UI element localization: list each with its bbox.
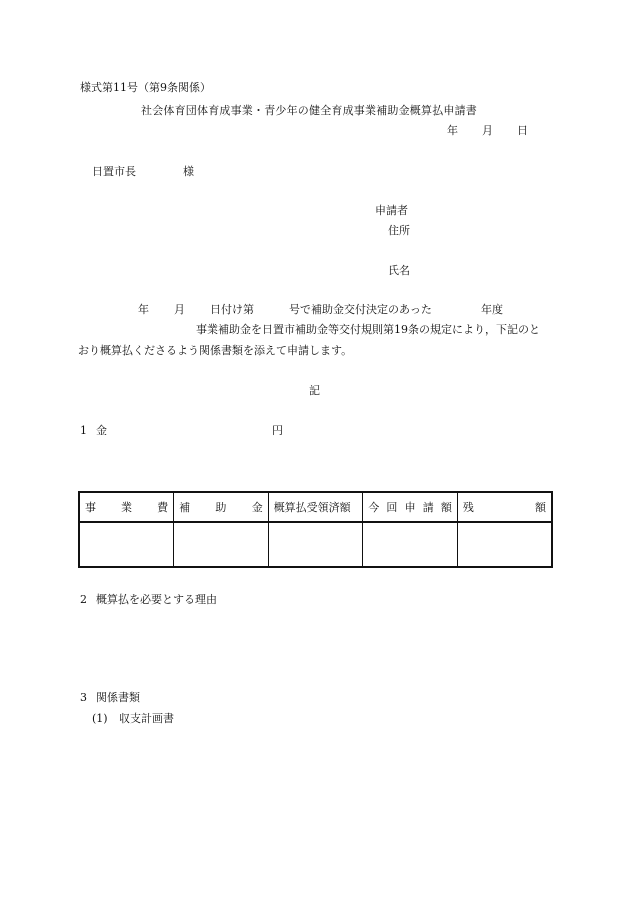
table-cell-received[interactable] bbox=[268, 522, 363, 567]
header-cell-balance bbox=[457, 492, 552, 522]
section-1-number: 1 bbox=[80, 424, 87, 437]
header-char: 額 bbox=[535, 500, 546, 514]
date-month-label: 月 bbox=[482, 124, 493, 137]
body-fiscal-year: 年度 bbox=[481, 303, 503, 316]
header-char: 申 bbox=[404, 500, 416, 514]
header-text: 概算払受領済額 bbox=[273, 500, 351, 514]
header-char: 請 bbox=[422, 500, 434, 514]
form-number: 様式第11号（第9条関係） bbox=[80, 81, 211, 94]
header-char: 事 bbox=[85, 500, 96, 514]
section-1-label: 金 bbox=[96, 424, 107, 437]
header-char: 助 bbox=[215, 500, 227, 514]
header-char: 費 bbox=[157, 500, 169, 514]
table-header-row bbox=[79, 492, 552, 522]
header-char: 補 bbox=[179, 500, 191, 514]
section-2-label: 概算払を必要とする理由 bbox=[96, 593, 217, 606]
body-line-3: おり概算払くださるよう関係書類を添えて申請します。 bbox=[78, 344, 353, 357]
header-cell-this-request bbox=[363, 492, 458, 522]
header-cell-subsidy bbox=[174, 492, 269, 522]
body-month: 月 bbox=[174, 303, 185, 316]
header-cell-received bbox=[268, 492, 363, 522]
body-decision: 号で補助金交付決定のあった bbox=[289, 303, 432, 316]
section-3-item-number: (1) bbox=[92, 712, 108, 725]
document-title: 社会体育団体育成事業・青少年の健全育成事業補助金概算払申請書 bbox=[141, 104, 477, 117]
section-3-item-label: 収支計画書 bbox=[119, 712, 174, 725]
applicant-label: 申請者 bbox=[375, 204, 408, 217]
header-char: 回 bbox=[386, 500, 398, 514]
table-cell-this-request[interactable] bbox=[363, 522, 458, 567]
body-line-2: 事業補助金を日置市補助金等交付規則第19条の規定により，下記のと bbox=[196, 323, 540, 336]
section-1-unit: 円 bbox=[272, 424, 283, 437]
table-cell-balance[interactable] bbox=[457, 522, 552, 567]
applicant-address-label: 住所 bbox=[388, 224, 410, 237]
table-cell-project-cost[interactable] bbox=[79, 522, 174, 567]
table-row bbox=[79, 522, 552, 567]
section-3-label: 関係書類 bbox=[96, 691, 140, 704]
addressee-mayor: 日置市長 bbox=[92, 165, 136, 178]
header-cell-project-cost bbox=[79, 492, 174, 522]
body-year: 年 bbox=[138, 303, 149, 316]
section-3-number: 3 bbox=[80, 691, 87, 704]
header-char: 業 bbox=[121, 500, 133, 514]
date-year-label: 年 bbox=[447, 124, 458, 137]
ki-heading: 記 bbox=[309, 384, 320, 397]
fund-table bbox=[78, 491, 553, 568]
header-char: 今 bbox=[368, 500, 380, 514]
addressee-honorific: 様 bbox=[183, 165, 194, 178]
applicant-name-label: 氏名 bbox=[388, 264, 410, 277]
header-char: 額 bbox=[440, 500, 452, 514]
body-dated-no: 日付け第 bbox=[210, 303, 254, 316]
section-2-number: 2 bbox=[80, 593, 87, 606]
date-day-label: 日 bbox=[517, 124, 528, 137]
header-char: 残 bbox=[462, 500, 474, 514]
header-char: 金 bbox=[251, 500, 263, 514]
table-cell-subsidy[interactable] bbox=[174, 522, 269, 567]
